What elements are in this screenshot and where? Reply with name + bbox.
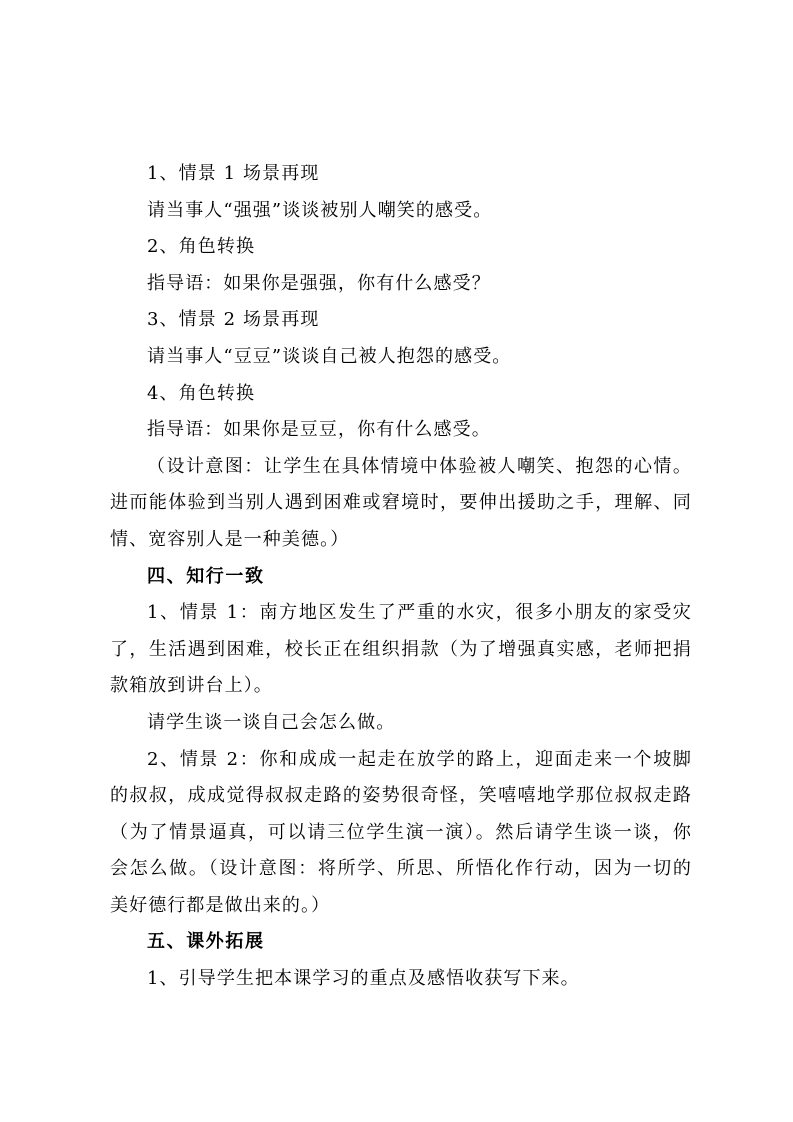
paragraph-scene2-walk: 2、情景 2：你和成成一起走在放学的路上，迎面走来一个坡脚的叔叔，成成觉得叔叔走路的姿势很奇怪，笑嘻嘻地学那位叔叔走路（为了情景逼真，可以请三位学生演一演）。然后请学生谈一谈，你会怎么做。（设计意图：将所学、所思、所悟化作行动，因为一切的美好德行都是做出来的。）	[110, 748, 692, 916]
section-heading-4: 四、知行一致	[147, 565, 265, 587]
paragraph-qiangqiang-feeling: 请当事人“强强”谈谈被别人嘲笑的感受。	[147, 199, 493, 221]
paragraph-role-switch-1: 2、角色转换	[147, 236, 256, 258]
paragraph-scene1-replay: 1、情景 1 场景再现	[147, 163, 320, 184]
paragraph-design-intent-1: （设计意图：让学生在具体情境中体验被人嘲笑、抱怨的心情。进而能体验到当别人遇到困难或窘境时，要伸出援助之手，理解、同情、宽容别人是一种美德。）	[110, 455, 692, 550]
paragraph-guide-2: 指导语：如果你是豆豆，你有什么感受。	[147, 419, 491, 441]
paragraph-student-discuss: 请学生谈一谈自己会怎么做。	[147, 711, 396, 733]
paragraph-scene1-flood: 1、情景 1：南方地区发生了严重的水灾，很多小朋友的家受灾了，生活遇到困难，校长正在组织捐款（为了增强真实感，老师把捐款箱放到讲台上）。	[110, 602, 692, 697]
section-heading-5: 五、课外拓展	[147, 931, 265, 953]
paragraph-doudou-feeling: 请当事人“豆豆”谈谈自己被人抱怨的感受。	[147, 345, 512, 367]
paragraph-role-switch-2: 4、角色转换	[147, 382, 256, 404]
paragraph-scene2-replay: 3、情景 2 场景再现	[147, 309, 320, 331]
paragraph-guide-1: 指导语：如果你是强强，你有什么感受？	[147, 272, 491, 294]
paragraph-extension-1: 1、引导学生把本课学习的重点及感悟收获写下来。	[147, 968, 580, 990]
document-body	[110, 156, 692, 998]
